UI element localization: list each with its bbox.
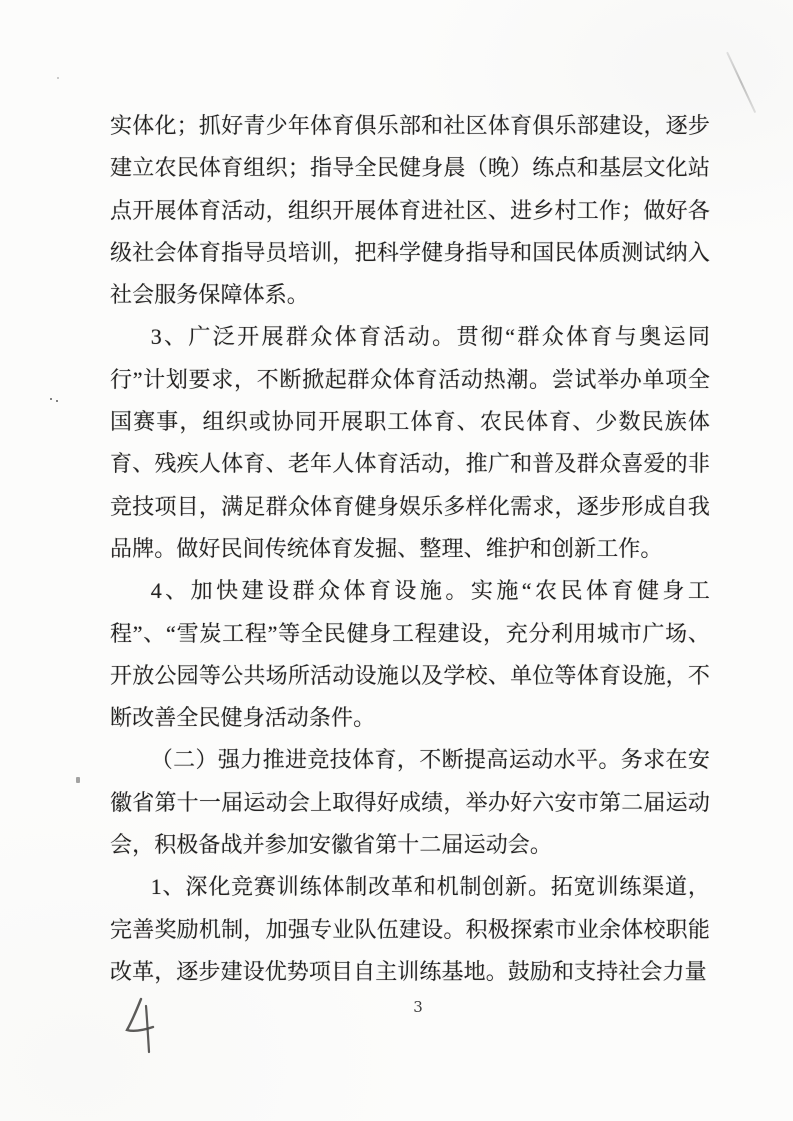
handwritten-mark-value	[112, 1065, 113, 1066]
paragraph-item-4-sports-facilities: 4、加快建设群众体育设施。实施“农民体育健身工程”、“雪炭工程”等全民健身工程建设，充分利用城市广场、开放公园等公共场所活动设施以及学校、单位等体育设施，不断改善全民健身活动条件。	[110, 578, 710, 731]
handwritten-page-mark	[112, 985, 172, 1065]
paragraph-continuation: 实体化；抓好青少年体育俱乐部和社区体育俱乐部建设，逐步建立农民体育组织；指导全民健身晨（晚）练点和基层文化站点开展体育活动，组织开展体育进社区、进乡村工作；做好各级社会体育指导员培训，把科学健身指导和国民体质测试纳入社会服务保障体系。	[110, 113, 710, 308]
paragraph-section-2-competitive-sports: （二）强力推进竞技体育，不断提高运动水平。务求在安徽省第十一届运动会上取得好成绩，举办好六安市第二届运动会，积极备战并参加安徽省第十二届运动会。	[110, 747, 710, 858]
page-number: 3	[413, 998, 423, 1016]
scan-speck-dot	[50, 398, 52, 400]
paragraph-item-3-mass-sports-activities: 3、广泛开展群众体育活动。贯彻“群众体育与奥运同行”计划要求，不断掀起群众体育活动热潮。尝试举办单项全国赛事，组织或协同开展职工体育、农民体育、少数民族体育、残疾人体育、老年人体育活动，推广和普及群众喜爱的非竞技项目，满足群众体育健身娱乐多样化需求，逐步形成自我品牌。做好民间传统体育发掘、整理、维护和创新工作。	[110, 324, 710, 561]
scan-speck-smudge	[76, 777, 80, 783]
scan-scratch-mark	[726, 52, 756, 114]
paragraph-item-1-training-reform: 1、深化竞赛训练体制改革和机制创新。拓宽训练渠道，完善奖励机制，加强专业队伍建设。积极探索市业余体校职能改革，逐步建设优势项目自主训练基地。鼓励和支持社会力量	[110, 874, 710, 984]
scan-speck-dot	[56, 400, 58, 402]
document-body-text	[110, 105, 710, 993]
scan-speck-dot	[57, 77, 59, 79]
handwritten-4-stroke	[112, 985, 172, 1065]
